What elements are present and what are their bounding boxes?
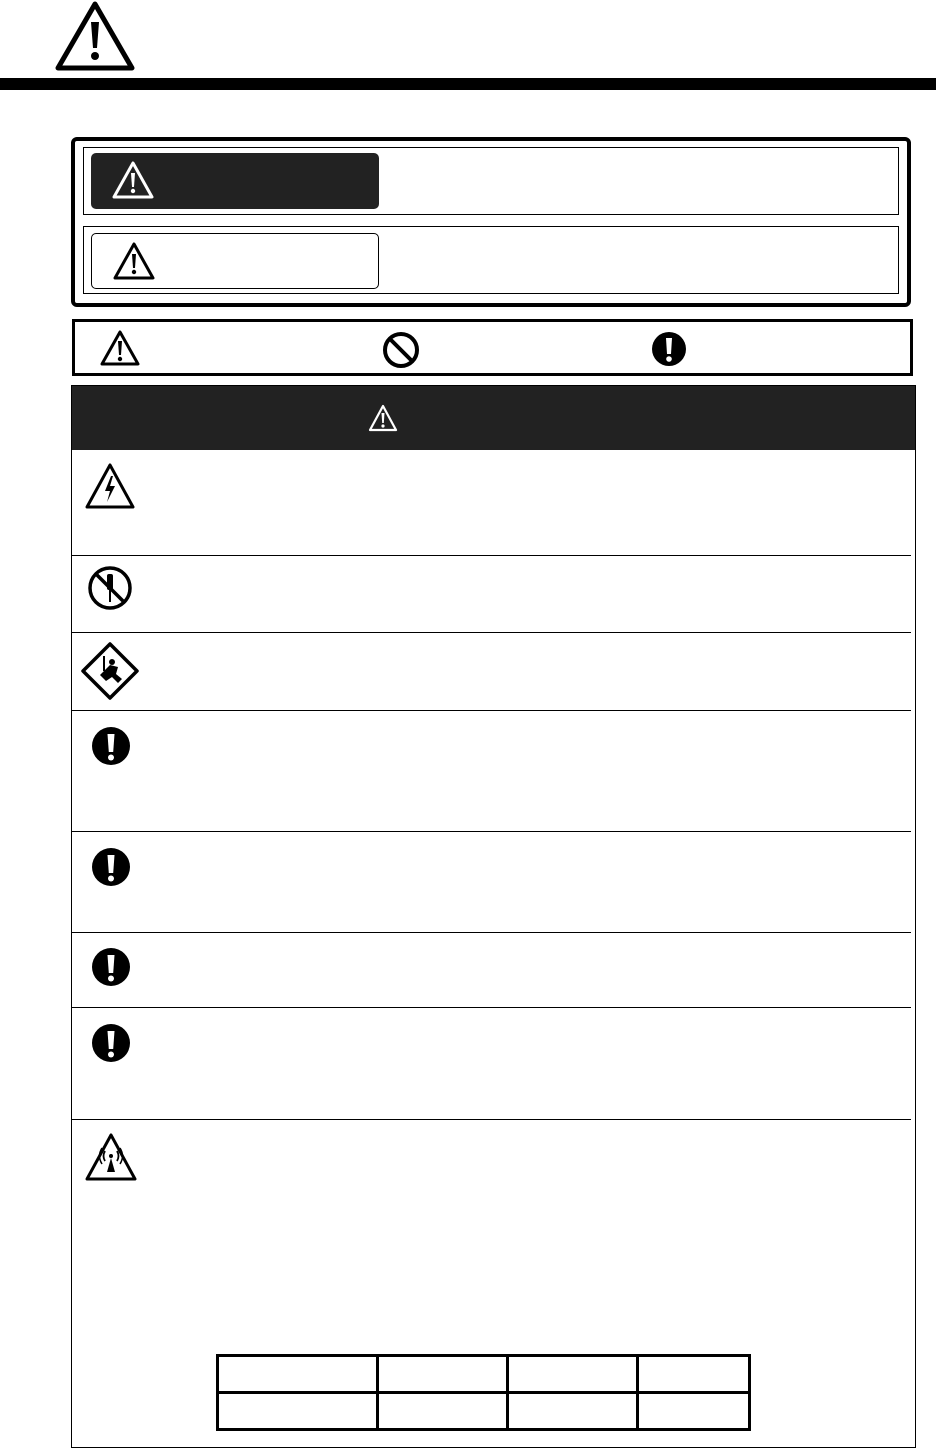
table-cell [638, 1356, 750, 1393]
table-cell [218, 1393, 378, 1430]
warning-signal-label [91, 153, 379, 209]
page-header-warning-icon [54, 0, 136, 72]
warning-item-mandatory-2 [72, 832, 911, 933]
falling-hazard-icon [80, 641, 140, 701]
signal-word-legend [71, 137, 911, 307]
electric-shock-icon [84, 462, 136, 510]
table-cell [508, 1356, 638, 1393]
symbol-legend-bar [72, 319, 913, 376]
warning-triangle-icon [111, 160, 155, 200]
table-row [218, 1356, 750, 1393]
table-cell [378, 1393, 508, 1430]
legend-row-warning [83, 147, 899, 215]
warning-section-header [72, 386, 915, 450]
warning-item-mandatory-1 [72, 711, 911, 832]
table-cell [638, 1393, 750, 1430]
rf-distance-table [216, 1354, 751, 1431]
header-rule [0, 78, 936, 90]
prohibition-icon [382, 331, 420, 369]
mandatory-action-icon [90, 725, 132, 767]
warning-item-mandatory-3 [72, 933, 911, 1008]
table-row [218, 1393, 750, 1430]
warning-item-electric-shock [72, 450, 911, 556]
warning-item-mandatory-4 [72, 1008, 911, 1120]
table-cell [378, 1356, 508, 1393]
mandatory-action-icon [90, 1022, 132, 1064]
warning-triangle-icon [99, 329, 141, 367]
warning-triangle-icon [368, 404, 398, 432]
do-not-disassemble-icon [86, 564, 134, 612]
mandatory-action-icon [90, 846, 132, 888]
mandatory-action-icon [90, 946, 132, 988]
caution-signal-label [91, 233, 379, 289]
warning-triangle-icon [112, 241, 156, 281]
warning-section [71, 385, 916, 1448]
mandatory-action-icon [650, 330, 688, 368]
table-cell [218, 1356, 378, 1393]
radio-frequency-hazard-icon [84, 1132, 138, 1182]
table-cell [508, 1393, 638, 1430]
warning-item-do-not-disassemble [72, 556, 911, 633]
legend-row-caution [83, 226, 899, 294]
warning-item-falling-hazard [72, 633, 911, 711]
